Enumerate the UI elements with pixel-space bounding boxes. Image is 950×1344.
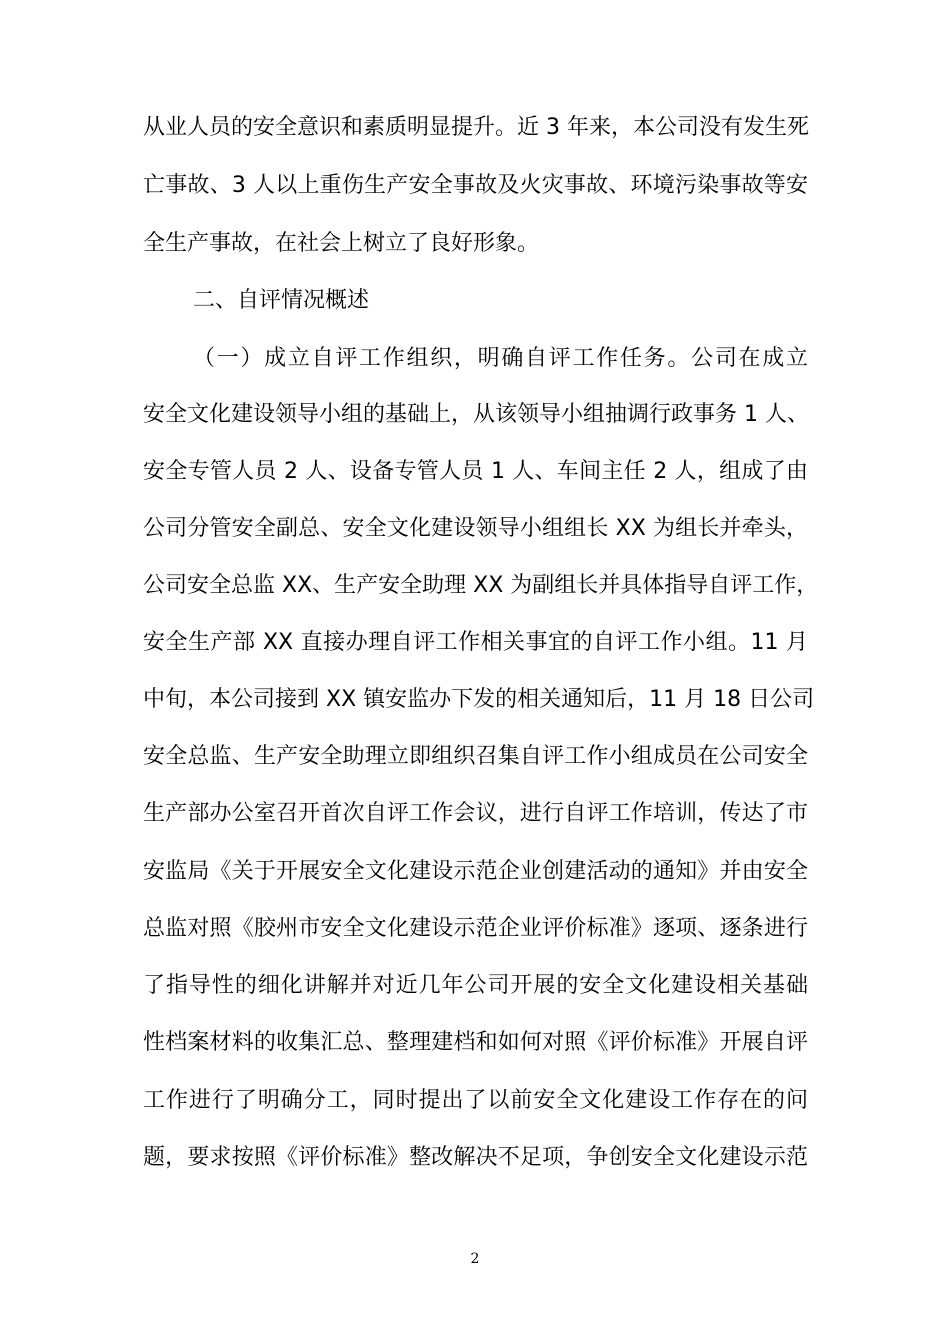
body-text-line: 安全生产部 XX 直接办理自评工作相关事宜的自评工作小组。11 月 xyxy=(143,630,808,655)
body-text-line: 安全专管人员 2 人、设备专管人员 1 人、车间主任 2 人，组成了由 xyxy=(143,459,808,484)
body-text-line: 安监局《关于开展安全文化建设示范企业创建活动的通知》并由安全 xyxy=(143,859,808,884)
body-text-line: 了指导性的细化讲解并对近几年公司开展的安全文化建设相关基础 xyxy=(143,973,808,998)
body-text-line: 生产部办公室召开首次自评工作会议，进行自评工作培训，传达了市 xyxy=(143,801,808,826)
body-text-line: 公司分管安全副总、安全文化建设领导小组组长 XX 为组长并牵头， xyxy=(143,516,808,541)
body-text-line: 从业人员的安全意识和素质明显提升。近 3 年来，本公司没有发生死 xyxy=(143,115,809,140)
body-text-line: 题，要求按照《评价标准》整改解决不足项，争创安全文化建设示范 xyxy=(143,1145,808,1170)
body-text-line: 中旬，本公司接到 XX 镇安监办下发的相关通知后，11 月 18 日公司 xyxy=(143,687,815,712)
page-number: 2 xyxy=(470,1251,480,1267)
body-text-line: 工作进行了明确分工，同时提出了以前安全文化建设工作存在的问 xyxy=(143,1088,808,1113)
body-text-line: 公司安全总监 XX、生产安全助理 XX 为副组长并具体指导自评工作， xyxy=(143,573,819,598)
body-text-line: 性档案材料的收集汇总、整理建档和如何对照《评价标准》开展自评 xyxy=(143,1030,808,1055)
body-text-line: 全生产事故，在社会上树立了良好形象。 xyxy=(143,231,540,256)
body-text-line: 安全文化建设领导小组的基础上，从该领导小组抽调行政事务 1 人、 xyxy=(143,402,809,427)
body-text-line: 亡事故、3 人以上重伤生产安全事故及火灾事故、环境污染事故等安 xyxy=(143,173,808,198)
section-heading: 二、自评情况概述 xyxy=(193,288,370,313)
body-text-line: 安全总监、生产安全助理立即组织召集自评工作小组成员在公司安全 xyxy=(143,744,808,769)
subsection-heading: （一）成立自评工作组织，明确自评工作任务。公司在成立 xyxy=(193,346,808,371)
body-text-line: 总监对照《胶州市安全文化建设示范企业评价标准》逐项、逐条进行 xyxy=(143,916,808,941)
